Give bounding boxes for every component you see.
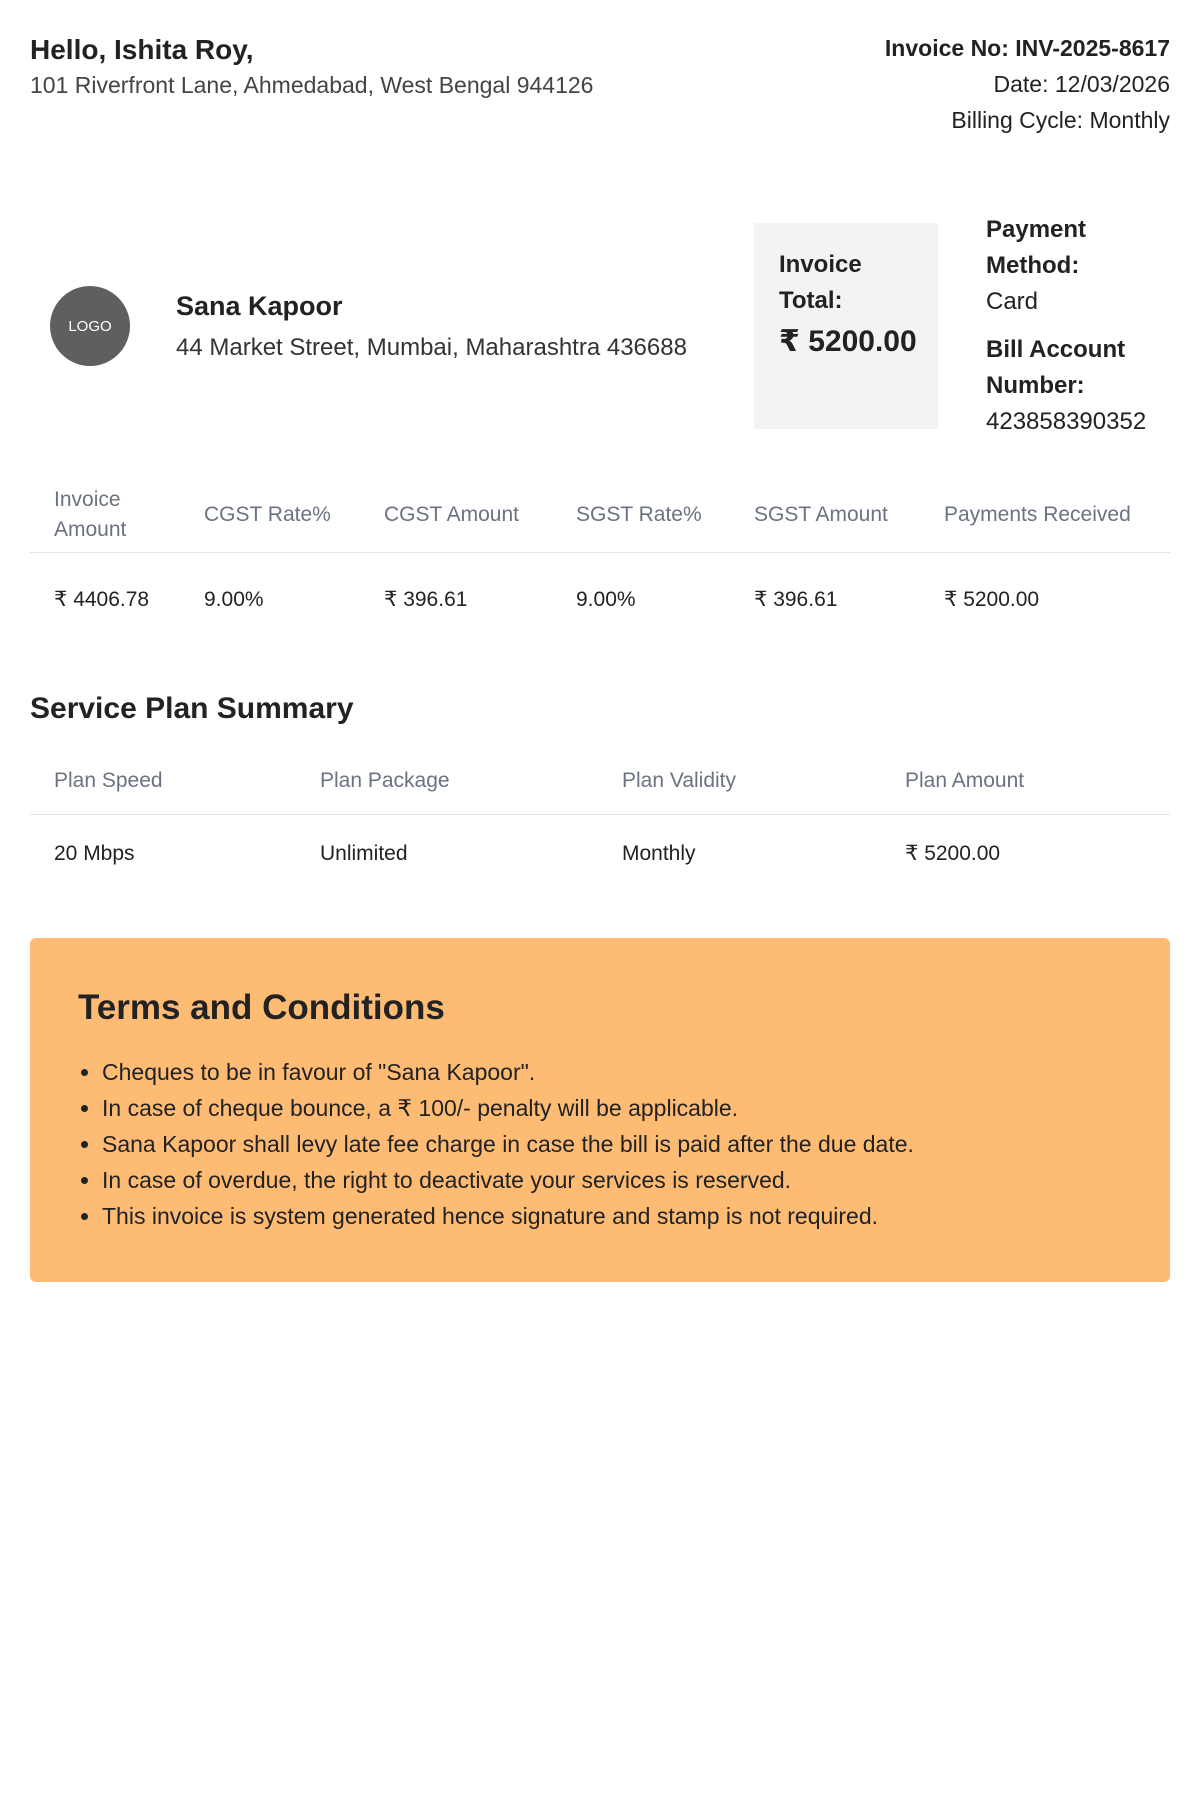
table-row xyxy=(30,552,1170,648)
plan-header-package: Plan Package xyxy=(320,768,450,792)
billing-cycle: Billing Cycle: Monthly xyxy=(951,107,1170,133)
list-item: • Sana Kapoor shall levy late fee charge in case the bill is paid after the due date. xyxy=(102,1126,1122,1162)
provider-address: 44 Market Street, Mumbai, Maharashtra 436688 xyxy=(176,333,687,361)
tax-header-cgst-rate: CGST Rate% xyxy=(204,502,331,526)
payment-info xyxy=(986,212,1170,440)
invoice-header xyxy=(30,30,1170,138)
provider-name: Sana Kapoor xyxy=(176,290,343,321)
sgst-rate-cell: 9.00% xyxy=(576,588,636,612)
cgst-amount-cell: ₹ 396.61 xyxy=(384,588,468,612)
invoice-total-label: Invoice Total: xyxy=(779,251,862,314)
plan-header-amount: Plan Amount xyxy=(905,768,1025,792)
plan-validity-cell: Monthly xyxy=(622,842,696,866)
plan-speed-cell: 20 Mbps xyxy=(54,842,135,866)
payments-received-cell: ₹ 5200.00 xyxy=(944,588,1040,612)
tax-table xyxy=(30,478,1170,648)
provider-info xyxy=(176,291,754,362)
terms-box xyxy=(30,938,1170,1282)
plan-table xyxy=(30,748,1170,894)
tax-header-sgst-rate: SGST Rate% xyxy=(576,502,702,526)
list-item: • In case of cheque bounce, a ₹ 100/- penalty will be applicable. xyxy=(102,1090,1122,1126)
tax-header-cgst-amount: CGST Amount xyxy=(384,502,520,526)
plan-table-header-row xyxy=(30,748,1170,814)
greeting: Hello, Ishita Roy, xyxy=(30,34,254,65)
bill-account-value: 423858390352 xyxy=(986,408,1147,435)
customer-address: 101 Riverfront Lane, Ahmedabad, West Bengal 944126 xyxy=(30,72,594,98)
plan-header-speed: Plan Speed xyxy=(54,768,163,792)
bill-account-label: Bill Account Number: xyxy=(986,336,1126,399)
provider-block xyxy=(30,216,1170,436)
tax-header-invoice-amount: Invoice Amount xyxy=(54,487,127,541)
invoice-amount-cell: ₹ 4406.78 xyxy=(54,588,150,612)
plan-header-validity: Plan Validity xyxy=(622,768,737,792)
invoice-date: Date: 12/03/2026 xyxy=(993,71,1170,97)
list-item: • Cheques to be in favour of "Sana Kapoor". xyxy=(102,1054,1122,1090)
customer-block xyxy=(30,30,593,99)
logo: LOGO xyxy=(50,286,130,366)
terms-list xyxy=(78,1054,1122,1234)
tax-header-sgst-amount: SGST Amount xyxy=(754,502,888,526)
invoice-meta xyxy=(885,30,1170,138)
list-item: • In case of overdue, the right to deactivate your services is reserved. xyxy=(102,1162,1122,1198)
cgst-rate-cell: 9.00% xyxy=(204,588,264,612)
payment-method-value: Card xyxy=(986,288,1039,315)
plan-summary-title: Service Plan Summary xyxy=(30,692,354,725)
terms-title: Terms and Conditions xyxy=(78,988,445,1027)
plan-amount-cell: ₹ 5200.00 xyxy=(905,842,1001,866)
plan-package-cell: Unlimited xyxy=(320,842,408,866)
tax-header-payments-received: Payments Received xyxy=(944,502,1131,526)
tax-table-header-row xyxy=(30,478,1170,552)
list-item: • This invoice is system generated hence signature and stamp is not required. xyxy=(102,1198,1122,1234)
table-row xyxy=(30,814,1170,894)
invoice-total-box xyxy=(754,223,938,429)
payment-method-label: Payment Method: xyxy=(986,216,1087,279)
invoice-total-value: ₹ 5200.00 xyxy=(779,325,917,358)
sgst-amount-cell: ₹ 396.61 xyxy=(754,588,838,612)
invoice-number: Invoice No: INV-2025-8617 xyxy=(884,35,1170,61)
